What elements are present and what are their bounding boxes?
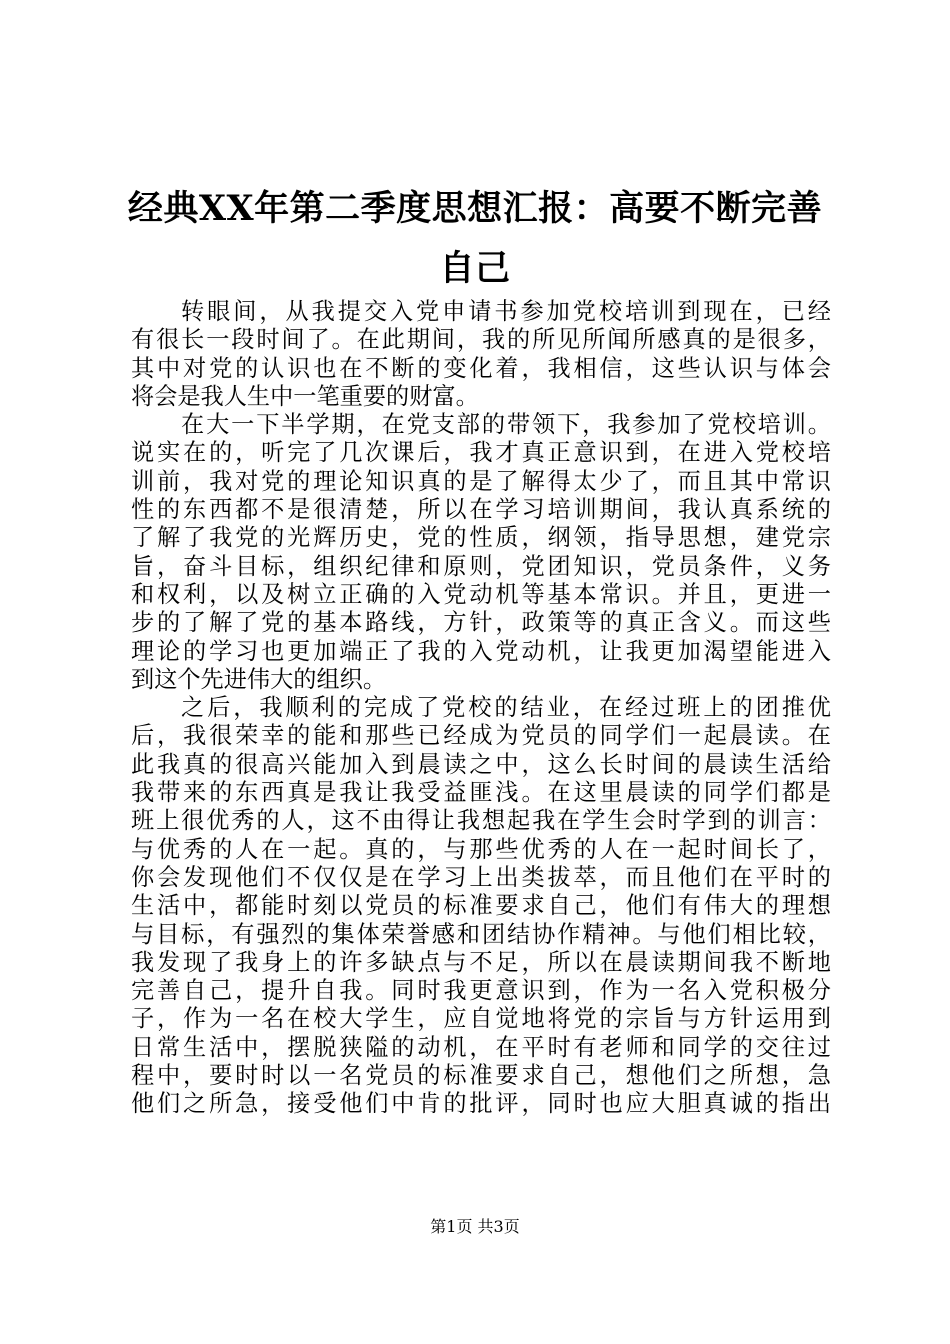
document-title-line-1: 经典XX年第二季度思想汇报：高要不断完善 [127, 188, 823, 229]
body-line: 完善自己，提升自我。同时我更意识到，作为一名入党积极分 [131, 977, 831, 1005]
body-line: 后，我很荣幸的能和那些已经成为党员的同学们一起晨读。在 [131, 722, 831, 750]
document-title-line-2: 自己 [439, 248, 511, 289]
body-line: 我发现了我身上的许多缺点与不足，所以在晨读期间我不断地 [131, 948, 831, 976]
body-line: 到这个先进伟大的组织。 [131, 665, 387, 693]
body-line: 日常生活中，摆脱狭隘的动机，在平时有老师和同学的交往过 [131, 1033, 831, 1061]
body-line: 程中，要时时以一名党员的标准要求自己，想他们之所想，急 [131, 1062, 831, 1090]
body-line: 旨，奋斗目标，组织纪律和原则，党团知识，党员条件，义务 [131, 552, 831, 580]
body-line: 与目标，有强烈的集体荣誉感和团结协作精神。与他们相比较， [131, 920, 831, 948]
body-line: 有很长一段时间了。在此期间，我的所见所闻所感真的是很多， [131, 326, 831, 354]
body-line: 其中对党的认识也在不断的变化着，我相信，这些认识与体会 [131, 354, 831, 382]
body-line: 你会发现他们不仅仅是在学习上出类拔萃，而且他们在平时的 [131, 863, 831, 891]
body-line: 说实在的，听完了几次课后，我才真正意识到，在进入党校培 [131, 439, 831, 467]
body-line: 将会是我人生中一笔重要的财富。 [131, 382, 479, 410]
page-number-footer: 第1页 共3页 [430, 1217, 520, 1236]
body-line: 我带来的东西真是我让我受益匪浅。在这里晨读的同学们都是 [131, 779, 831, 807]
body-line: 生活中，都能时刻以党员的标准要求自己，他们有伟大的理想 [131, 892, 831, 920]
body-line: 步的了解了党的基本路线，方针，政策等的真正含义。而这些 [131, 609, 831, 637]
body-line: 之后，我顺利的完成了党校的结业，在经过班上的团推优 [181, 694, 831, 722]
body-line: 训前，我对党的理论知识真的是了解得太少了，而且其中常识 [131, 467, 831, 495]
body-line: 与优秀的人在一起。真的，与那些优秀的人在一起时间长了， [131, 835, 831, 863]
body-line: 转眼间，从我提交入党申请书参加党校培训到现在，已经 [181, 298, 831, 325]
body-line: 性的东西都不是很清楚，所以在学习培训期间，我认真系统的 [131, 496, 831, 524]
body-line: 此我真的很高兴能加入到晨读之中，这么长时间的晨读生活给 [131, 750, 831, 778]
document-body [131, 298, 831, 1119]
body-line: 班上很优秀的人，这不由得让我想起我在学生会时学到的训言： [131, 807, 831, 835]
body-line: 子，作为一名在校大学生，应自觉地将党的宗旨与方针运用到 [131, 1005, 831, 1033]
body-line: 和权利，以及树立正确的入党动机等基本常识。并且，更进一 [131, 580, 831, 608]
body-line: 了解了我党的光辉历史，党的性质，纲领，指导思想，建党宗 [131, 524, 831, 552]
body-line: 他们之所急，接受他们中肯的批评，同时也应大胆真诚的指出 [131, 1090, 831, 1118]
body-line: 在大一下半学期，在党支部的带领下，我参加了党校培训。 [181, 411, 831, 439]
body-line: 理论的学习也更加端正了我的入党动机，让我更加渴望能进入 [131, 637, 831, 665]
